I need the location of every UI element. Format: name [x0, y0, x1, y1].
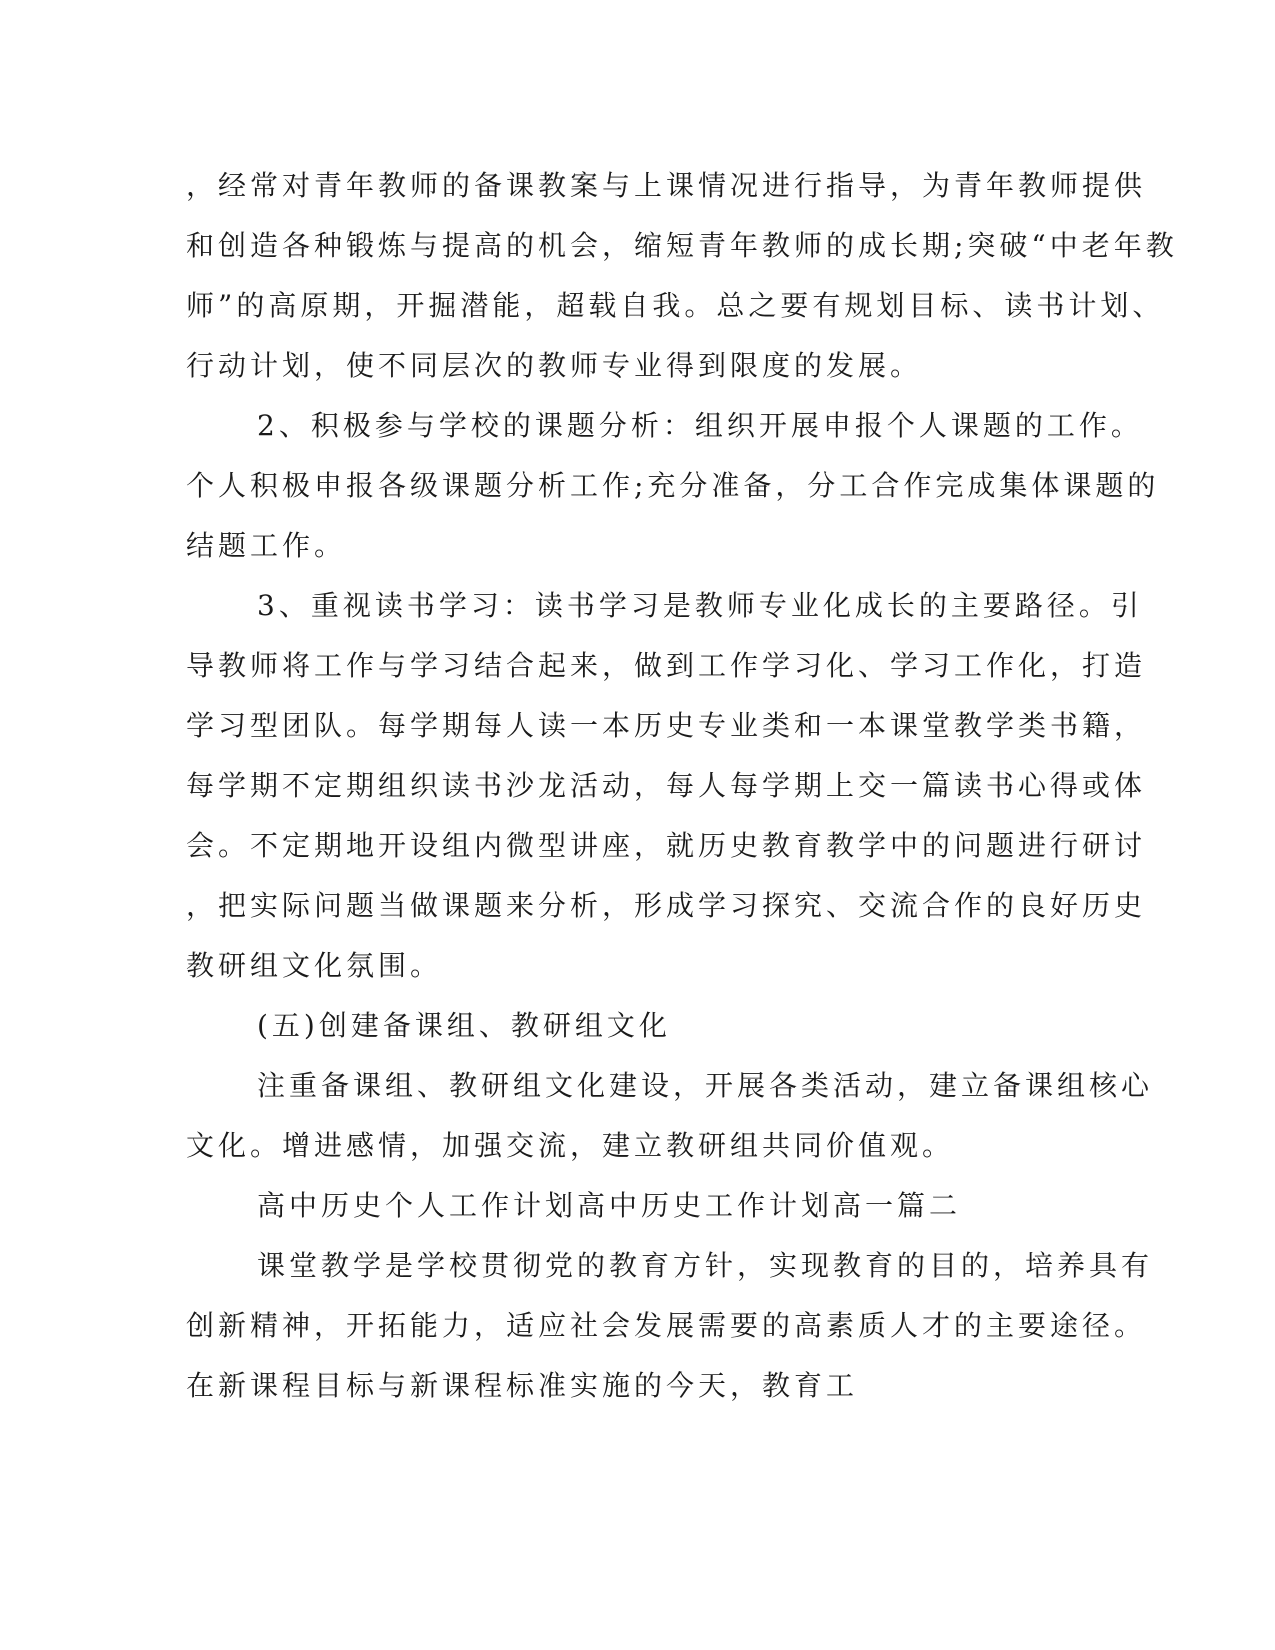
text-line: 文化。增进感情，加强交流，建立教研组共同价值观。	[186, 1129, 955, 1162]
text-line: ，经常对青年教师的备课教案与上课情况进行指导，为青年教师提供	[186, 169, 1147, 202]
text-line: 教研组文化氛围。	[186, 949, 443, 982]
text-line: 个人积极申报各级课题分析工作;充分准备，分工合作完成集体课题的	[186, 469, 1160, 502]
document-body	[186, 156, 1178, 1416]
paragraph-start-line: 2、积极参与学校的课题分析：组织开展申报个人课题的工作。	[257, 409, 1143, 442]
article-title: 高中历史个人工作计划高中历史工作计划高一篇二	[257, 1189, 962, 1222]
paragraph-start-line: 3、重视读书学习：读书学习是教师专业化成长的主要路径。引	[257, 589, 1143, 622]
text-line: 会。不定期地开设组内微型讲座，就历史教育教学中的问题进行研讨	[186, 829, 1147, 862]
text-line: 和创造各种锻炼与提高的机会，缩短青年教师的成长期;突破“中老年教	[186, 229, 1178, 262]
paragraph-start-line: 课堂教学是学校贯彻党的教育方针，实现教育的目的，培养具有	[257, 1249, 1154, 1282]
section-heading: (五)创建备课组、教研组文化	[257, 1009, 671, 1042]
text-line: 行动计划，使不同层次的教师专业得到限度的发展。	[186, 349, 923, 382]
paragraph-start-line: 注重备课组、教研组文化建设，开展各类活动，建立备课组核心	[257, 1069, 1154, 1102]
text-line: 结题工作。	[186, 529, 347, 562]
text-line: 在新课程目标与新课程标准实施的今天，教育工	[186, 1369, 859, 1402]
text-line: 每学期不定期组织读书沙龙活动，每人每学期上交一篇读书心得或体	[186, 769, 1147, 802]
text-line: 学习型团队。每学期每人读一本历史专业类和一本课堂教学类书籍，	[186, 709, 1147, 742]
text-line: ，把实际问题当做课题来分析，形成学习探究、交流合作的良好历史	[186, 889, 1147, 922]
text-line: 师”的高原期，开掘潜能，超载自我。总之要有规划目标、读书计划、	[186, 289, 1165, 322]
text-line: 导教师将工作与学习结合起来，做到工作学习化、学习工作化，打造	[186, 649, 1147, 682]
text-line: 创新精神，开拓能力，适应社会发展需要的高素质人才的主要途径。	[186, 1309, 1147, 1342]
